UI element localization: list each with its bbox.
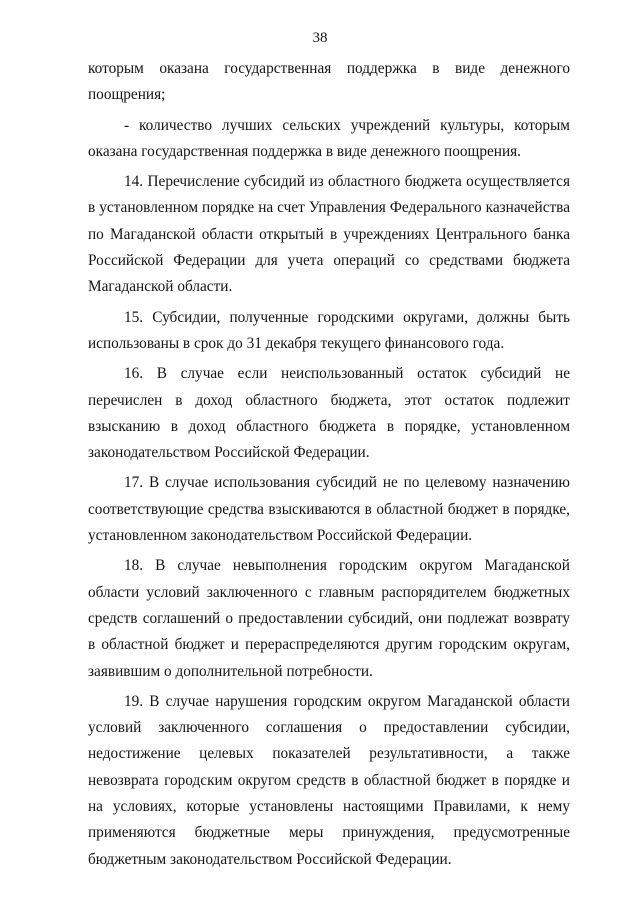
paragraph-19: 19. В случае нарушения городским округом Магаданской области условий заключенного соглашения о предоставлении субсидии, недостижение целевых показателей результативности, а также невозврата городским округом средств в областной бюджет в порядке и на условиях, которые установлены настоящими Правилами, к нему применяются бюджетные меры принуждения, предусмотренные бюджетным законодательством Российской Федерации. xyxy=(88,692,570,868)
paragraph-14: 14. Перечисление субсидий из областного бюджета осуществляется в установленном порядке на счет Управления Федерального казначейства по Магаданской области открытый в учреждениях Центрального банка Российской Федерации для учета операций со средствами бюджета Магаданской области. xyxy=(88,173,570,296)
paragraph-16: 16. В случае если неиспользованный остаток субсидий не перечислен в доход областного бюджета, этот остаток подлежит взысканию в доход областного бюджета в порядке, установленном законодательством Российской Федерации. xyxy=(88,365,570,462)
paragraph-17: 17. В случае использования субсидий не по целевому назначению соответствующие средства взыскиваются в областной бюджет в порядке, установленном законодательством Российской Федерации. xyxy=(88,474,570,545)
paragraph-15: 15. Субсидии, полученные городскими округами, должны быть использованы в срок до 31 декабря текущего финансового года. xyxy=(88,308,570,352)
page-number: 38 xyxy=(312,30,328,46)
paragraph-18: 18. В случае невыполнения городским округом Магаданской области условий заключенного с главным распорядителем бюджетных средств соглашений о предоставлении субсидий, они подлежат возврату в областной бюджет и перераспределяются другим городским округам, заявившим о дополнительной потребности. xyxy=(88,557,570,680)
paragraph-continuation: которым оказана государственная поддержка в виде денежного поощрения; xyxy=(88,60,570,104)
document-body xyxy=(88,56,570,877)
paragraph-list-item: - количество лучших сельских учреждений культуры, которым оказана государственная поддержка в виде денежного поощрения. xyxy=(88,116,570,160)
